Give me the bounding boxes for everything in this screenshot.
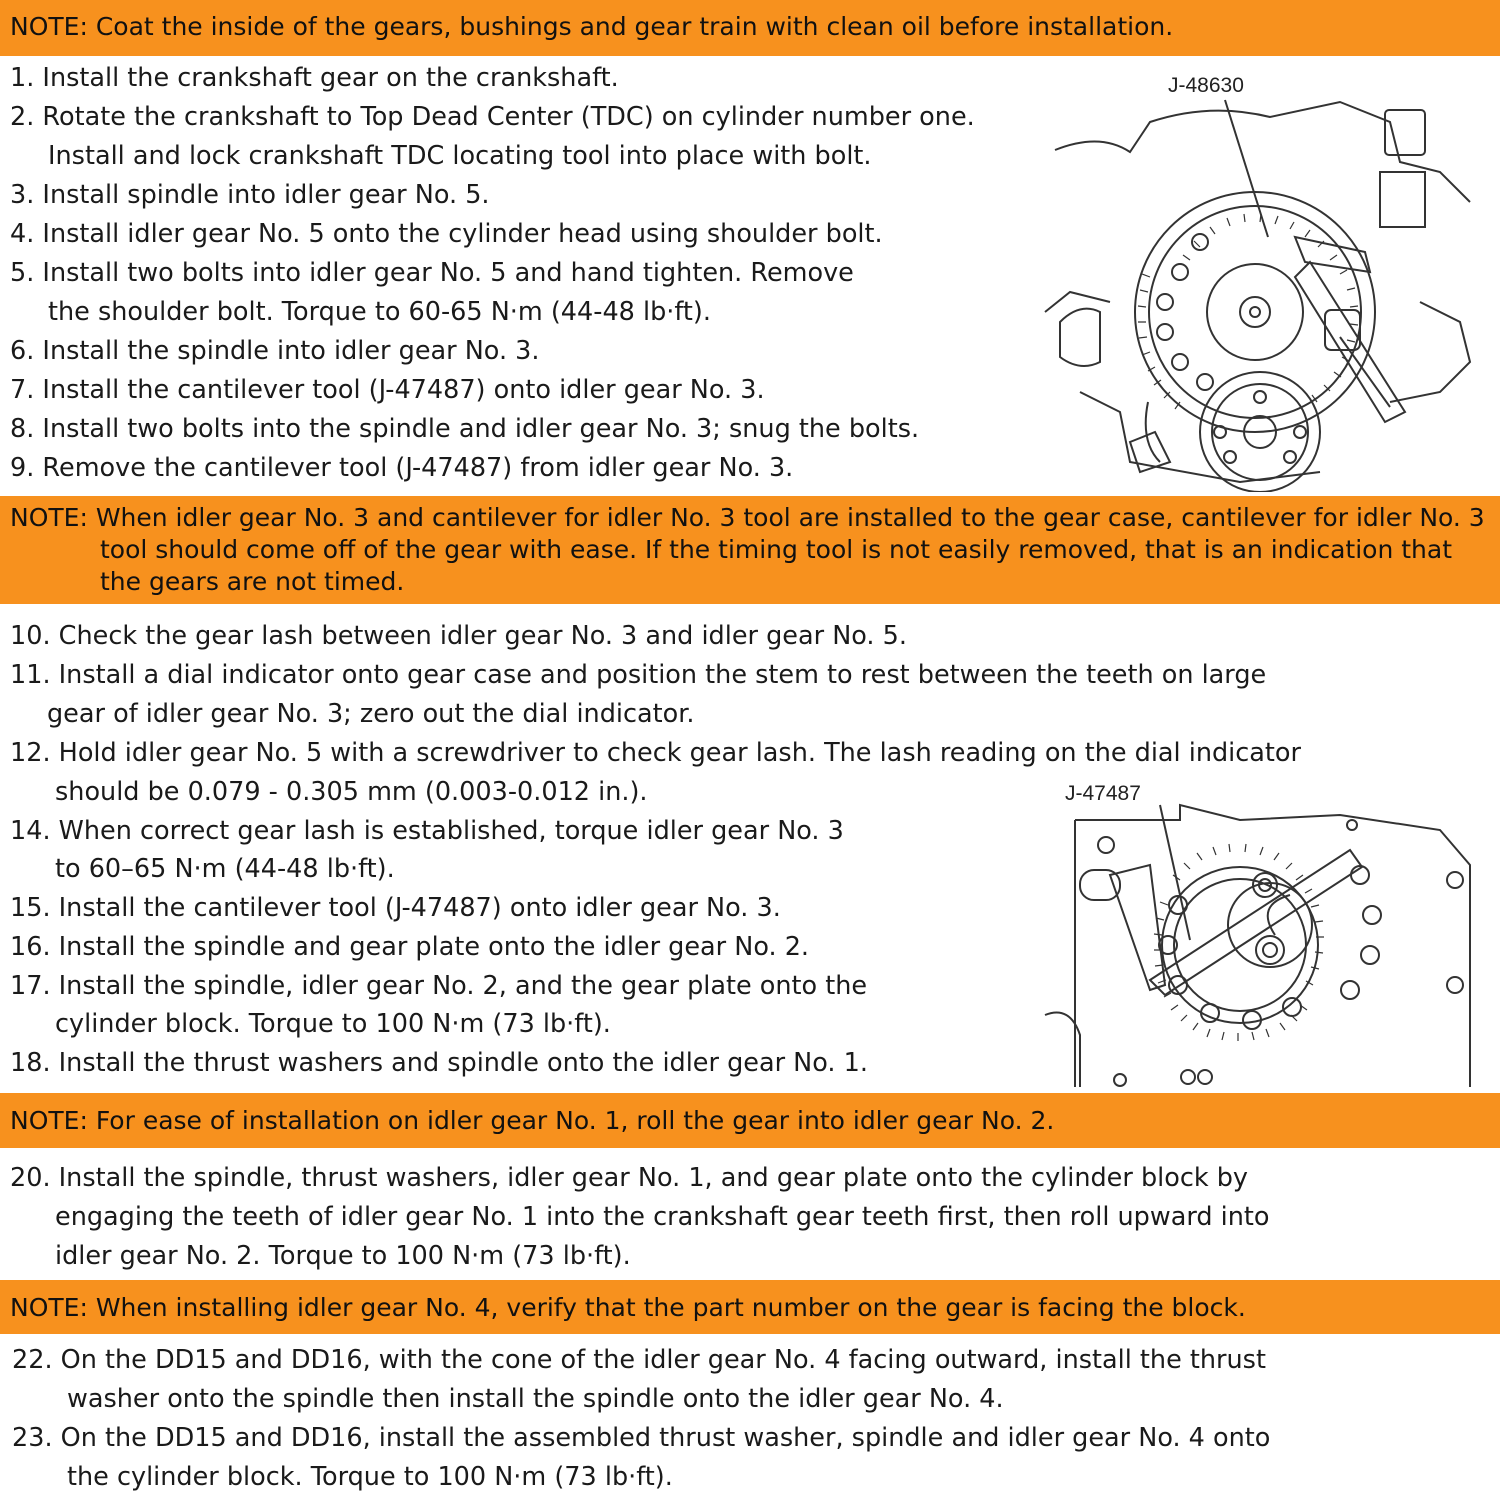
- step-20: 20. Install the spindle, thrust washers, idler gear No. 1, and gear plate onto the cylinder block by: [10, 1163, 1248, 1193]
- step-6: 6. Install the spindle into idler gear No. 3.: [10, 336, 540, 366]
- step-10: 10. Check the gear lash between idler gear No. 3 and idler gear No. 5.: [10, 621, 907, 651]
- step-23: 23. On the DD15 and DD16, install the assembled thrust washer, spindle and idler gear No. 4 onto: [12, 1423, 1271, 1453]
- note-banner-idler-gear-4: [0, 1280, 1500, 1334]
- step-16: 16. Install the spindle and gear plate onto the idler gear No. 2.: [10, 932, 810, 962]
- note-text: NOTE: When idler gear No. 3 and cantilever for idler No. 3 tool are installed to the gear case, cantilever for idler No. 3 tool should come off of the gear with ease. If the timing tool is not easily removed, that is an indication that the gears are not timed.: [10, 503, 1485, 596]
- step-20-continued-2: idler gear No. 2. Torque to 100 N·m (73 lb·ft).: [55, 1241, 631, 1271]
- step-9: 9. Remove the cantilever tool (J-47487) from idler gear No. 3.: [10, 453, 794, 483]
- note-text: NOTE: For ease of installation on idler gear No. 1, roll the gear into idler gear No. 2.: [10, 1106, 1055, 1135]
- step-11-continued: gear of idler gear No. 3; zero out the dial indicator.: [47, 699, 695, 729]
- step-17-continued: cylinder block. Torque to 100 N·m (73 lb·ft).: [55, 1009, 611, 1039]
- step-12: 12. Hold idler gear No. 5 with a screwdriver to check gear lash. The lash reading on the dial indicator: [10, 738, 1301, 768]
- step-20-continued: engaging the teeth of idler gear No. 1 into the crankshaft gear teeth first, then roll upward into: [55, 1202, 1270, 1232]
- step-8: 8. Install two bolts into the spindle and idler gear No. 3; snug the bolts.: [10, 414, 920, 444]
- note-text: NOTE: When installing idler gear No. 4, verify that the part number on the gear is facing the block.: [10, 1293, 1246, 1322]
- step-23-continued: the cylinder block. Torque to 100 N·m (73 lb·ft).: [67, 1462, 673, 1492]
- figure-label: J-48630: [1168, 74, 1244, 97]
- step-7: 7. Install the cantilever tool (J-47487) onto idler gear No. 3.: [10, 375, 765, 405]
- step-12-continued: should be 0.079 - 0.305 mm (0.003-0.012 in.).: [55, 777, 648, 807]
- step-3: 3. Install spindle into idler gear No. 5.: [10, 180, 490, 210]
- step-5-continued: the shoulder bolt. Torque to 60-65 N·m (44-48 lb·ft).: [48, 297, 711, 327]
- step-17: 17. Install the spindle, idler gear No. 2, and the gear plate onto the: [10, 971, 868, 1001]
- step-4: 4. Install idler gear No. 5 onto the cylinder head using shoulder bolt.: [10, 219, 883, 249]
- step-2: 2. Rotate the crankshaft to Top Dead Center (TDC) on cylinder number one.: [10, 102, 975, 132]
- step-18: 18. Install the thrust washers and spindle onto the idler gear No. 1.: [10, 1048, 868, 1078]
- figure-j47487-cantilever-tool: [1040, 775, 1490, 1087]
- step-14: 14. When correct gear lash is established, torque idler gear No. 3: [10, 816, 844, 846]
- step-2-continued: Install and lock crankshaft TDC locating tool into place with bolt.: [48, 141, 872, 171]
- figure-j48630-gear-train: [1040, 62, 1480, 492]
- step-22-continued: washer onto the spindle then install the spindle onto the idler gear No. 4.: [67, 1384, 1004, 1414]
- step-22: 22. On the DD15 and DD16, with the cone of the idler gear No. 4 facing outward, install the thrust: [12, 1345, 1266, 1375]
- step-11: 11. Install a dial indicator onto gear case and position the stem to rest between the teeth on large: [10, 660, 1267, 690]
- step-15: 15. Install the cantilever tool (J-47487) onto idler gear No. 3.: [10, 893, 781, 923]
- step-1: 1. Install the crankshaft gear on the crankshaft.: [10, 63, 619, 93]
- note-text: NOTE: Coat the inside of the gears, bushings and gear train with clean oil before installation.: [10, 12, 1174, 41]
- note-banner-idler-gear-1: [0, 1093, 1500, 1148]
- note-banner-timing-tool: [0, 496, 1500, 604]
- step-14-continued: to 60–65 N·m (44-48 lb·ft).: [55, 854, 395, 884]
- note-banner-oil: [0, 0, 1500, 56]
- figure-label: J-47487: [1065, 782, 1141, 805]
- step-5: 5. Install two bolts into idler gear No. 5 and hand tighten. Remove: [10, 258, 854, 288]
